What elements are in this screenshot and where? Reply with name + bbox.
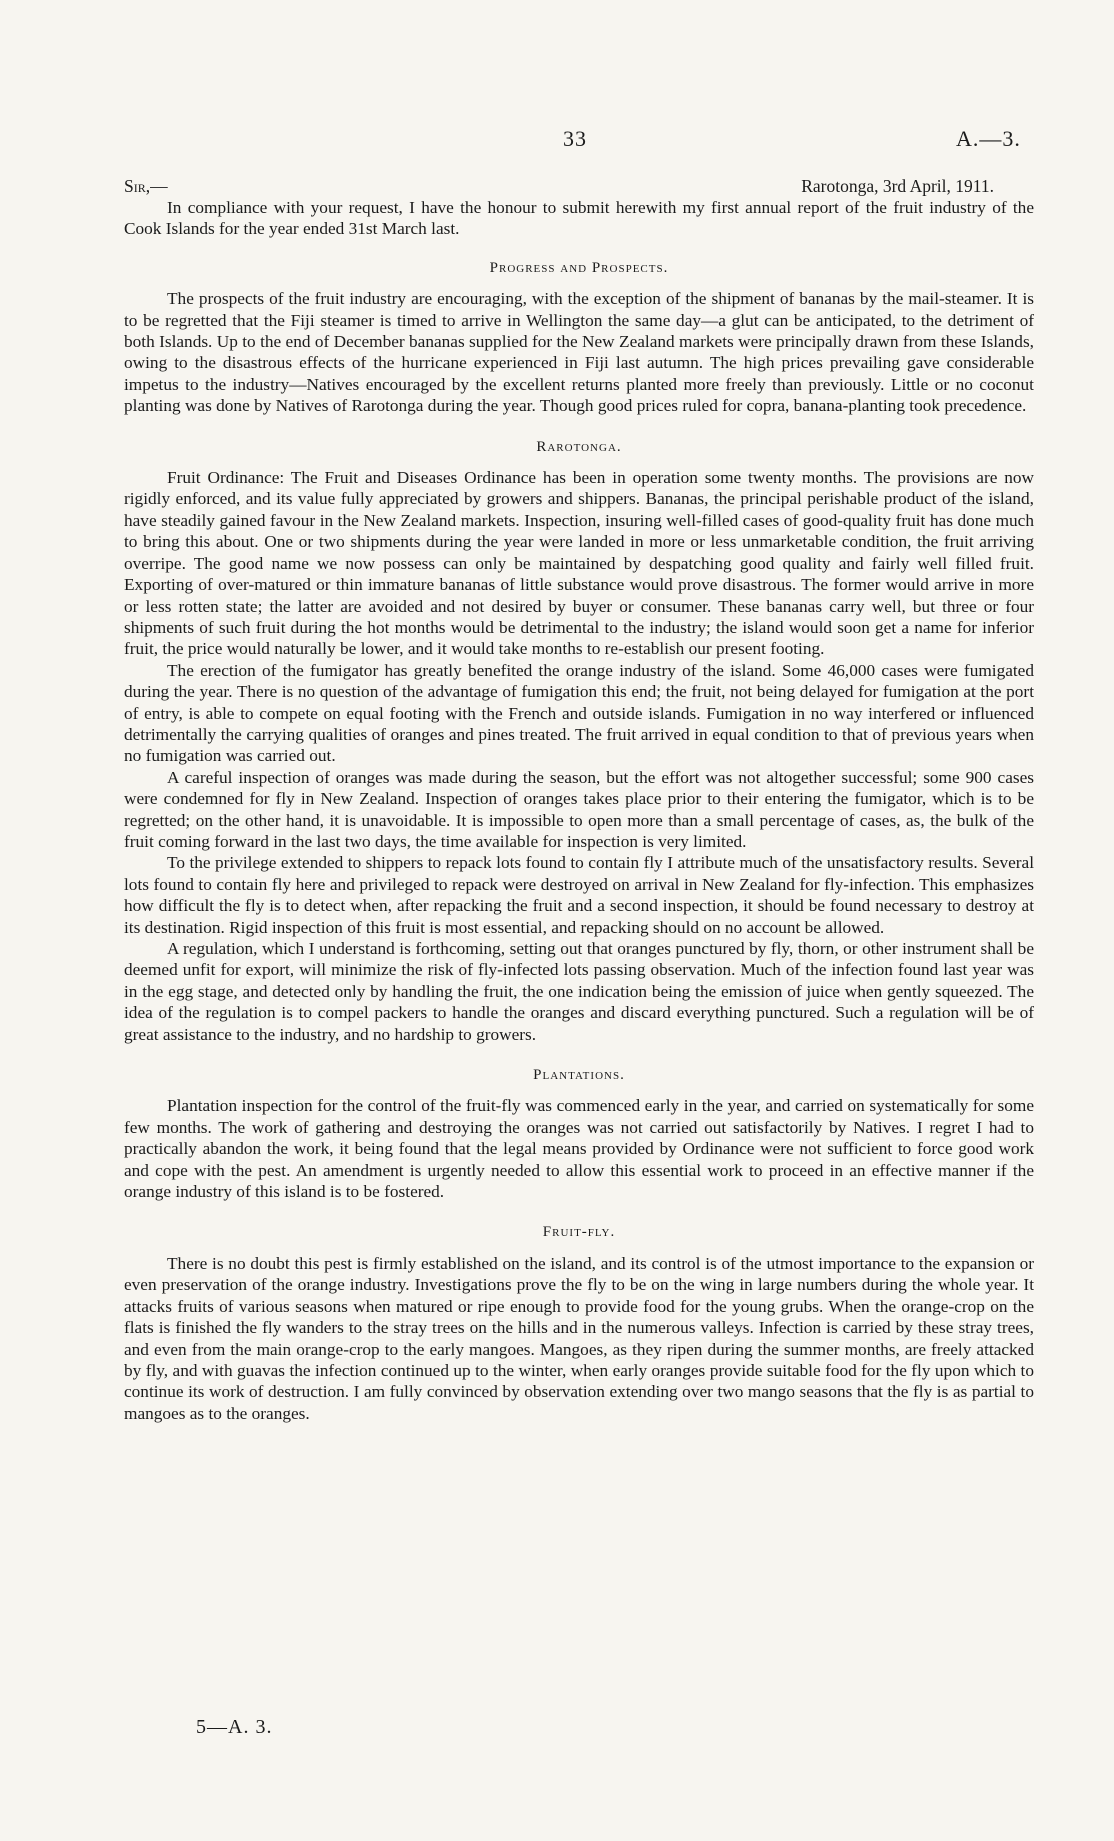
paragraph: A regulation, which I understand is forthcoming, setting out that oranges punctured by fly, thorn, or other instrument shall be deemed unfit for export, will minimize the risk of fly-infected lots passing observation. Much of the infection found last year was in the egg stage, and detected only by handling the fruit, the one indication being the emission of juice when gently squeezed. The idea of the regulation is to compel packers to handle the oranges and discard everything punctured. Such a regulation will be of great assistance to the industry, and no hardship to growers. bbox=[124, 939, 1034, 1044]
document-reference: A.—3. bbox=[956, 126, 1021, 151]
section-heading-plantations: Plantations. bbox=[533, 1067, 625, 1084]
paragraph: The prospects of the fruit industry are encouraging, with the exception of the shipment of bananas by the mail-steamer. It is to be regretted that the Fiji steamer is timed to arrive in Wellington the same day—a glut can be anticipated, to the detriment of both Islands. Up to the end of December bananas supplied for the New Zealand markets were principally drawn from these Islands, owing to the disastrous effects of the hurricane experienced in Fiji last autumn. The high prices prevailing gave considerable impetus to the industry—Natives encouraged by the excellent returns planted more freely than previously. Little or no coconut planting was done by Natives of Rarotonga during the year. Though good prices ruled for copra, banana-planting took precedence. bbox=[124, 289, 1034, 416]
paragraph: There is no doubt this pest is firmly established on the island, and its control is of the utmost importance to the expansion or even preservation of the orange industry. Investigations prove the fly to be on the wing in large numbers during the whole year. It attacks fruits of various seasons when matured or ripe enough to provide food for the young grubs. When the orange-crop on the flats is finished the fly wanders to the stray trees on the hills and in the numerous valleys. Infection is carried by these stray trees, and even from the main orange-crop to the early mangoes. Mangoes, as they ripen during the summer months, are freely attacked by fly, and with guavas the infection continued up to the winter, when early oranges provide suitable food for the fly upon which to continue its work of destruction. I am fully convinced by observation extending over two mango seasons that the fly is as partial to mangoes as to the oranges. bbox=[124, 1253, 1034, 1423]
paragraph: Plantation inspection for the control of the fruit-fly was commenced early in the year, and carried on systematically for some few months. The work of gathering and destroying the oranges was not carried out satisfactorily by Natives. I regret I had to practically abandon the work, it being found that the legal means provided by Ordinance were not sufficient to force good work and cope with the pest. An amendment is urgently needed to allow this essential work to proceed in an effective manner if the orange industry of this island is to be fostered. bbox=[124, 1096, 1034, 1202]
paragraph: A careful inspection of oranges was made during the season, but the effort was not altogether successful; some 900 cases were condemned for fly in New Zealand. Inspection of oranges takes place prior to their entering the fumigator, which is to be regretted; on the other hand, it is unavoidable. It is impossible to open more than a small percentage of cases, as, the bulk of the fruit coming forward in the last two days, the time available for inspection is very limited. bbox=[124, 767, 1034, 851]
section-heading-rarotonga: Rarotonga. bbox=[536, 438, 622, 455]
page-number: 33 bbox=[563, 126, 587, 151]
paragraph: Fruit Ordinance: The Fruit and Diseases Ordinance has been in operation some twenty months. The provisions are now rigidly enforced, and its value fully appreciated by growers and shippers. Bananas, the principal perishable product of the island, have steadily gained favour in the New Zealand markets. Inspection, insuring well-filled cases of good-quality fruit has done much to bring this about. One or two shipments during the year were landed in more or less unmarketable condition, the fruit arriving overripe. The good name we now possess can only be maintained by despatching good quality and fairly well filled fruit. Exporting of over-matured or thin immature bananas of little substance would prove disastrous. The former would arrive in more or less rotten state; the latter are avoided and not desired by buyer or consumer. These bananas carry well, but three or four shipments of such fruit during the hot months would be detrimental to the industry; the island would soon get a name for inferior fruit, the price would naturally be lower, and it would take months to re-establish our present footing. bbox=[124, 468, 1034, 659]
paragraph: The erection of the fumigator has greatly benefited the orange industry of the island. Some 46,000 cases were fumigated during the year. There is no question of the advantage of fumigation this end; the fruit, not being delayed for fumigation at the port of entry, is able to compete on equal footing with the French and outside islands. Fumigation in no way interfered or influenced detrimentally the carrying qualities of oranges and pines treated. The fruit arrived in equal condition to that of previous years when no fumigation was carried out. bbox=[124, 660, 1034, 766]
opening-paragraph: In compliance with your request, I have the honour to submit herewith my first annual report of the fruit industry of the Cook Islands for the year ended 31st March last. bbox=[124, 198, 1034, 239]
paragraph: To the privilege extended to shippers to repack lots found to contain fly I attribute much of the unsatisfactory results. Several lots found to contain fly here and privileged to repack were destroyed on arrival in New Zealand for fly-infection. This emphasizes how difficult the fly is to detect when, after repacking the fruit and a second inspection, it should be found necessary to destroy at its destination. Rigid inspection of this fruit is most essential, and repacking should on no account be allowed. bbox=[124, 853, 1034, 937]
section-heading-progress: Progress and Prospects. bbox=[489, 259, 669, 276]
salutation: Sir,— bbox=[124, 176, 168, 196]
section-heading-fruit-fly: Fruit-fly. bbox=[542, 1224, 616, 1241]
report-body bbox=[124, 197, 1034, 1424]
signature-mark: 5—A. 3. bbox=[196, 1716, 273, 1738]
place-date: Rarotonga, 3rd April, 1911. bbox=[801, 176, 994, 196]
